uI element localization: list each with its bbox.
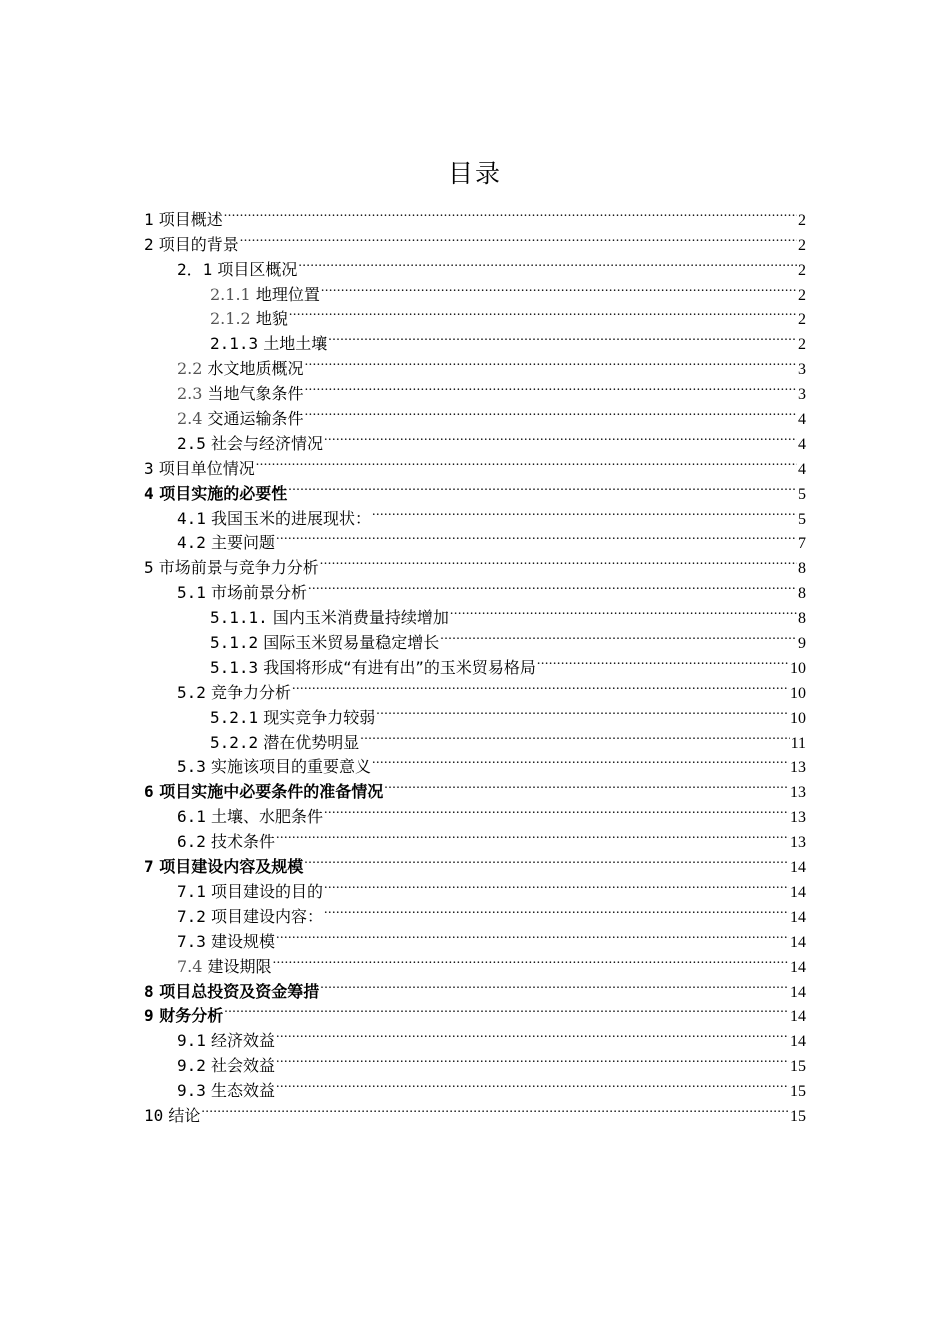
toc-entry-label (177, 955, 272, 980)
dot-leader (240, 225, 797, 250)
toc-entry-title: 结论 (168, 1105, 201, 1125)
toc-page-number: 2 (798, 336, 806, 354)
toc-entry[interactable] (144, 1096, 806, 1125)
toc-entry-number: 2.3 (177, 384, 203, 404)
toc-page-number: 4 (798, 435, 806, 453)
dot-leader (292, 673, 789, 698)
toc-entry-number: 1 (144, 209, 154, 229)
toc-entry-label (177, 830, 275, 855)
toc-entry-number: 9.2 (177, 1056, 206, 1076)
toc-entry-label (144, 482, 287, 507)
dot-leader (537, 648, 789, 673)
toc-entry-label (177, 581, 307, 606)
dot-leader (324, 872, 789, 897)
toc-entry-number: 2.1.1 (210, 284, 251, 304)
toc-page-number: 14 (790, 933, 806, 951)
toc-page-number: 14 (790, 983, 806, 1001)
toc-entry-title: 我国将形成“有进有出”的玉米贸易格局 (263, 657, 536, 677)
toc-entry-title: 项目建设的目的 (211, 881, 324, 901)
toc-page-number: 15 (790, 1058, 806, 1076)
toc-entry-number: 6 (144, 782, 154, 802)
toc-page-number: 14 (790, 859, 806, 877)
toc-entry-number: 5.3 (177, 757, 206, 777)
toc-entry-title: 建设规模 (211, 931, 276, 951)
toc-entry-label (177, 357, 304, 382)
toc-page-number: 14 (790, 883, 806, 901)
toc-entry-number: 5.2.1 (210, 707, 259, 727)
toc-entry-number: 2.1.3 (210, 334, 259, 354)
toc-entry-title: 我国玉米的进展现状： (211, 508, 372, 528)
toc-entry-label (210, 307, 288, 332)
toc-entry-title: 国际玉米贸易量稳定增长 (263, 633, 440, 653)
toc-entry-number: 4 (144, 483, 154, 503)
toc-entry-number: 5.1.2 (210, 633, 259, 653)
toc-entry-title: 建设期限 (207, 956, 272, 976)
toc-entry-number: 5.1.3 (210, 657, 259, 677)
toc-page-number: 15 (790, 1083, 806, 1101)
toc-entry-label (144, 855, 303, 880)
toc-entry-label (177, 1029, 275, 1054)
toc-entry-label (144, 556, 319, 581)
dot-leader (224, 997, 789, 1022)
toc-entry[interactable] (144, 1021, 806, 1051)
dot-leader (289, 300, 797, 325)
toc-entry[interactable] (144, 250, 806, 279)
toc-entry-number: 9.3 (177, 1081, 206, 1101)
toc-page-number: 13 (790, 834, 806, 852)
toc-entry-title: 项目实施的必要性 (159, 483, 288, 503)
toc-entry-title: 市场前景分析 (211, 583, 308, 603)
toc-page-number: 5 (798, 510, 806, 528)
dot-leader (376, 698, 789, 723)
toc-entry-title: 财务分析 (159, 1006, 224, 1026)
toc-entry-title: 潜在优势明显 (263, 732, 360, 752)
toc-entry-label (177, 681, 291, 706)
toc-page-number: 14 (790, 908, 806, 926)
toc-page-number: 13 (790, 809, 806, 827)
toc-page-number: 14 (790, 1033, 806, 1051)
toc-entry-title: 竞争力分析 (211, 682, 292, 702)
toc-entry-number: 2.5 (177, 433, 206, 453)
dot-leader (305, 374, 797, 399)
toc-entry-title: 地貌 (255, 309, 288, 329)
dot-leader (440, 623, 797, 648)
toc-page-number: 4 (798, 411, 806, 429)
dot-leader (288, 474, 797, 499)
toc-page-number: 2 (798, 261, 806, 279)
toc-page-number: 3 (798, 386, 806, 404)
toc-entry-number: 3 (144, 458, 154, 478)
dot-leader (320, 972, 789, 997)
dot-leader (450, 598, 797, 623)
dot-leader (276, 1021, 789, 1046)
toc-entry-title: 项目单位情况 (158, 458, 255, 478)
toc-page-number: 10 (790, 684, 806, 702)
toc-entry-number: 5.2.2 (210, 732, 259, 752)
toc-entry-title: 实施该项目的重要意义 (211, 757, 372, 777)
toc-entry-number: 4.2 (177, 533, 206, 553)
toc-entry-title: 项目实施中必要条件的准备情况 (159, 782, 384, 802)
toc-page-number: 8 (798, 560, 806, 578)
toc-entry-title: 项目建设内容及规模 (159, 857, 304, 877)
toc-entry-number: 7.3 (177, 931, 206, 951)
toc-entry-label (177, 755, 371, 780)
dot-leader (372, 748, 789, 773)
toc-entry-label (144, 208, 223, 233)
toc-page-number: 2 (798, 311, 806, 329)
dot-leader (276, 922, 789, 947)
toc-entry-label (144, 1104, 200, 1129)
toc-page-number: 9 (798, 635, 806, 653)
toc-entry-number: 2 (144, 234, 154, 254)
toc-entry-label (177, 258, 297, 283)
toc-entry-number: 8 (144, 981, 154, 1001)
toc-entry[interactable] (144, 200, 806, 229)
toc-entry-label (210, 731, 359, 756)
toc-entry-title: 项目区概况 (217, 259, 298, 279)
toc-entry-label (177, 930, 275, 955)
dot-leader (276, 822, 789, 847)
toc-page-number: 5 (798, 485, 806, 503)
toc-entry-label (144, 233, 239, 258)
toc-entry-title: 项目建设内容： (211, 906, 324, 926)
toc-entry-number: 2．1 (177, 259, 213, 279)
toc-entry[interactable] (144, 225, 806, 254)
dot-leader (324, 797, 789, 822)
toc-page-number: 14 (790, 1008, 806, 1026)
toc-entry-title: 国内玉米消费量持续增加 (272, 608, 449, 628)
toc-entry-number: 6.2 (177, 832, 206, 852)
toc-entry-number: 2.1.2 (210, 309, 251, 329)
dot-leader (321, 275, 797, 300)
toc-entry-label (177, 531, 275, 556)
toc-entry-label (177, 1054, 275, 1079)
dot-leader (304, 847, 789, 872)
dot-leader (308, 573, 797, 598)
toc-page-number: 13 (790, 784, 806, 802)
dot-leader (360, 723, 789, 748)
toc-page-number: 2 (798, 236, 806, 254)
toc-entry-number: 5.2 (177, 682, 206, 702)
toc-entry-title: 项目总投资及资金筹措 (159, 981, 320, 1001)
dot-leader (201, 1096, 789, 1121)
toc-page-number: 13 (790, 759, 806, 777)
toc-entry-label (210, 606, 449, 631)
toc-entry-title: 经济效益 (211, 1031, 276, 1051)
toc-page-number: 15 (790, 1107, 806, 1125)
dot-leader (256, 449, 797, 474)
toc-entry-number: 10 (144, 1105, 164, 1125)
toc-entry-title: 项目的背景 (158, 234, 239, 254)
toc-entry-title: 土壤、水肥条件 (211, 807, 324, 827)
toc-entry-number: 6.1 (177, 807, 206, 827)
toc-entry-title: 技术条件 (211, 832, 276, 852)
toc-entry-title: 水文地质概况 (207, 359, 304, 379)
toc-entry-label (177, 382, 304, 407)
toc-entry-label (210, 706, 375, 731)
toc-entry-number: 5 (144, 558, 154, 578)
toc-page-number: 11 (790, 734, 806, 752)
toc-page-number: 2 (798, 286, 806, 304)
toc-page-number: 10 (790, 659, 806, 677)
dot-leader (384, 772, 789, 797)
toc-entry-number: 2.4 (177, 409, 203, 429)
toc-entry-number: 9 (144, 1006, 154, 1026)
dot-leader (298, 250, 797, 275)
toc-page-number: 3 (798, 361, 806, 379)
toc-entry-number: 7.2 (177, 906, 206, 926)
toc-entry-title: 项目概述 (158, 209, 223, 229)
dot-leader (276, 1046, 789, 1071)
toc-entry-number: 7.1 (177, 881, 206, 901)
dot-leader (276, 524, 797, 549)
toc-entry-title: 地理位置 (255, 284, 320, 304)
toc-entry-title: 市场前景与竞争力分析 (158, 558, 319, 578)
dot-leader (320, 548, 797, 573)
toc-entry-number: 9.1 (177, 1031, 206, 1051)
dot-leader (305, 349, 797, 374)
toc-entry-title: 当地气象条件 (207, 384, 304, 404)
toc-page-number: 8 (798, 610, 806, 628)
dot-leader (324, 424, 797, 449)
toc-entry-title: 现实竞争力较弱 (263, 707, 376, 727)
toc-entry-label (177, 407, 304, 432)
toc-page-number: 14 (790, 958, 806, 976)
toc-entry-label (144, 1004, 223, 1029)
toc-page-number: 4 (798, 460, 806, 478)
toc-entry-title: 土地土壤 (263, 334, 328, 354)
dot-leader (324, 897, 789, 922)
toc-entry-title: 交通运输条件 (207, 409, 304, 429)
dot-leader (276, 1071, 789, 1096)
toc-entry-number: 7 (144, 857, 154, 877)
table-of-contents (144, 200, 806, 1125)
toc-entry-number: 7.4 (177, 956, 203, 976)
page-title: 目录 (447, 159, 502, 188)
dot-leader (224, 200, 797, 225)
toc-entry-label (144, 457, 255, 482)
toc-entry-title: 社会与经济情况 (211, 433, 324, 453)
toc-entry-title: 生态效益 (211, 1081, 276, 1101)
toc-page-number: 10 (790, 709, 806, 727)
toc-entry-label (177, 880, 323, 905)
dot-leader (273, 947, 789, 972)
toc-page-number: 7 (798, 535, 806, 553)
toc-entry-number: 5.1 (177, 583, 206, 603)
toc-entry-title: 社会效益 (211, 1056, 276, 1076)
toc-entry-label (210, 631, 439, 656)
dot-leader (305, 399, 797, 424)
toc-entry[interactable] (144, 997, 806, 1026)
toc-entry-number: 4.1 (177, 508, 206, 528)
toc-entry-title: 主要问题 (211, 533, 276, 553)
toc-entry-number: 5.1.1. (210, 608, 268, 628)
toc-page-number: 2 (798, 211, 806, 229)
toc-page-number: 8 (798, 585, 806, 603)
toc-entry-number: 2.2 (177, 359, 203, 379)
dot-leader (372, 499, 797, 524)
dot-leader (328, 324, 797, 349)
